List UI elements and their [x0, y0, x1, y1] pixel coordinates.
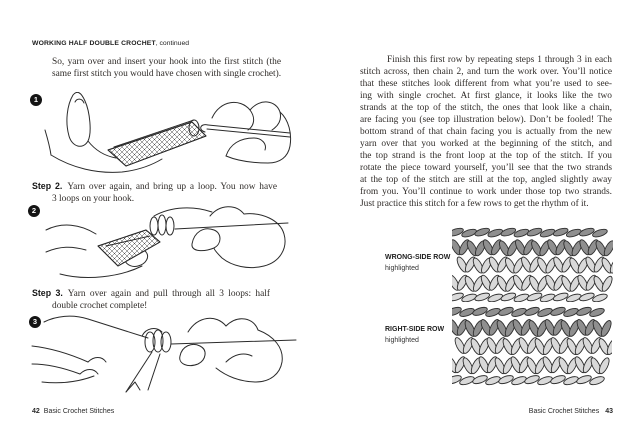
step-2-text: [32, 180, 277, 205]
step-3-text: [32, 287, 270, 312]
footer-section: Basic Crochet Stitches: [528, 408, 600, 415]
figure-label-right-side: [385, 324, 444, 346]
figure-label-title: WRONG-SIDE ROW: [385, 254, 451, 261]
illustration-step-1: [42, 92, 292, 176]
step-3-line: [32, 287, 270, 300]
paragraph-line: are facing you (see top illustration below). Don’t be fooled! The: [360, 115, 612, 125]
illustration-step-3: [30, 314, 300, 396]
step-badge-2: 2: [28, 205, 40, 217]
running-header-continued: , continued: [155, 40, 190, 47]
running-header-title: WORKING HALF DOUBLE CROCHET: [32, 40, 156, 47]
paragraph-line: the top strand is the front loop at the top of the stitch. If you: [360, 151, 612, 161]
body-paragraph: [360, 54, 612, 210]
right-page: [320, 0, 640, 448]
page-footer-left: [32, 408, 114, 415]
swatch-wrong-side-row: [452, 225, 613, 302]
running-header: [32, 40, 189, 47]
step-badge-3: 3: [29, 316, 41, 328]
step-2-line: 3 loops on your hook.: [52, 194, 135, 204]
paragraph-line: bottom strand of that chain facing you is actually from the new: [360, 127, 612, 137]
figure-label-wrong-side: [385, 252, 450, 274]
figure-label-sub: highlighted: [385, 337, 419, 344]
footer-section: Basic Crochet Stitches: [43, 408, 115, 415]
paragraph-line: rotate the piece toward yourself, you’ll see that the two strands: [360, 163, 612, 173]
paragraph-line: that these stitches look different from what you’re used to see-: [360, 79, 612, 89]
paragraph-line: strands at the top of the stitch, the ones that look like a chain,: [360, 103, 612, 113]
page-footer-right: [360, 408, 613, 415]
intro-line: So, yarn over and insert your hook into the first stitch (the: [52, 57, 281, 67]
figure-label-sub: highlighted: [385, 265, 419, 272]
paragraph-line: yarn over that you worked at the beginning of the stitch, and: [360, 139, 612, 149]
page-number: 42: [32, 408, 40, 415]
paragraph-line: Just practice this stitch for a few rows to get the rhythm of it.: [360, 199, 589, 209]
paragraph-line: stitch across, then chain 2, and turn the work over. You’ll notice: [360, 67, 612, 77]
step-3-line-text: Yarn over again and pull through all 3 loops: half: [67, 289, 270, 299]
paragraph-line: ing with single crochet. At first glance, it looks like the two: [360, 91, 612, 101]
step-3-label: Step 3.: [32, 288, 63, 298]
swatch-right-side-row: [452, 305, 612, 386]
step-badge-1: 1: [30, 94, 42, 106]
paragraph-line: at the top of the stitch are still at the top, angled slightly away: [360, 175, 612, 185]
step-2-label: Step 2.: [32, 181, 63, 191]
figure-label-title: RIGHT-SIDE ROW: [385, 326, 445, 333]
page-number: 43: [605, 408, 613, 415]
intro-paragraph: [52, 56, 281, 80]
illustration-step-2: [42, 206, 292, 282]
intro-line: same first stitch you would have chosen with single crochet).: [52, 69, 282, 79]
step-2-line-text: Yarn over again, and bring up a loop. You now have: [67, 182, 278, 192]
step-2-line: [32, 180, 277, 193]
step-3-line: double crochet complete!: [52, 301, 148, 311]
paragraph-line: Finish this first row by repeating steps 1 through 3 in each: [387, 55, 612, 65]
paragraph-line: from you. You’ll continue to work under those top two strands.: [360, 187, 612, 197]
